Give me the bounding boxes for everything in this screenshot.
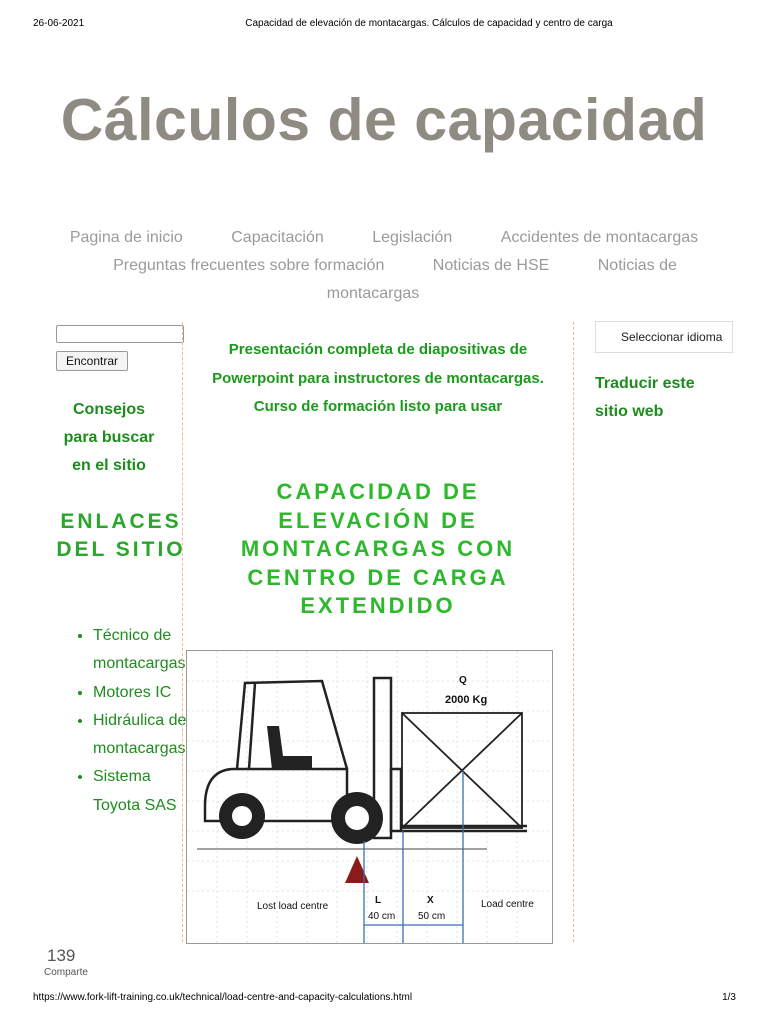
promo-link[interactable]: Presentación completa de diapositivas de Powerpoint para instructores de montacargas. Curso de formación listo para usar xyxy=(212,341,544,415)
print-date: 26-06-2021 xyxy=(33,18,85,29)
nav-accidents[interactable]: Accidentes de montacargas xyxy=(500,229,699,246)
l-label: L xyxy=(375,895,382,906)
print-url: https://www.fork-lift-training.co.uk/technical/load-centre-and-capacity-calculations.html xyxy=(33,992,413,1003)
x-value: 50 cm xyxy=(418,911,446,922)
load-weight: 2000 Kg xyxy=(445,694,488,706)
main-nav xyxy=(40,224,728,308)
l-value: 40 cm xyxy=(368,911,396,922)
site-links-heading: ENLACES DEL SITIO xyxy=(56,510,186,561)
search-tips-link[interactable]: Consejos para buscar en el sitio xyxy=(63,401,155,474)
link-ic-engines[interactable]: • Motores IC xyxy=(93,679,188,707)
search-button[interactable]: Encontrar xyxy=(56,351,128,371)
nav-hse-news[interactable]: Noticias de HSE xyxy=(432,257,550,274)
print-page-title: Capacidad de elevación de montacargas. Cálculos de capacidad y centro de carga xyxy=(245,18,613,29)
nav-faq[interactable]: Preguntas frecuentes sobre formación xyxy=(113,257,385,274)
print-page-number: 1/3 xyxy=(722,992,736,1003)
language-select[interactable]: Seleccionar idioma xyxy=(595,321,733,353)
search-box xyxy=(56,325,186,371)
right-column-divider xyxy=(573,322,574,942)
search-input[interactable] xyxy=(56,325,184,343)
article-title: CAPACIDAD DE ELEVACIÓN DE MONTACARGAS CON CENTRO DE CARGA EXTENDIDO xyxy=(240,479,516,618)
load-label: Q xyxy=(459,675,467,686)
left-column-divider xyxy=(182,322,183,942)
link-toyota-sas[interactable]: • Sistema Toyota SAS xyxy=(93,763,188,820)
nav-legislation[interactable]: Legislación xyxy=(372,229,453,246)
share-count: 139 xyxy=(47,946,76,965)
load-centre-label: Load centre xyxy=(481,899,534,910)
site-title[interactable]: Cálculos de capacidad xyxy=(60,87,708,153)
link-forklift-technical[interactable]: • Técnico de montacargas xyxy=(93,622,188,679)
link-forklift-hydraulics[interactable]: • Hidráulica de montacargas xyxy=(93,707,188,764)
translate-site-link[interactable]: Traducir este sitio web xyxy=(595,375,695,420)
language-selector[interactable] xyxy=(595,321,733,353)
x-label: X xyxy=(427,895,434,906)
nav-forklift-news[interactable]: Noticias de montacargas xyxy=(326,257,677,302)
load-centre-diagram xyxy=(186,650,553,944)
nav-training[interactable]: Capacitación xyxy=(231,229,324,246)
site-links-list xyxy=(70,622,188,820)
load-box xyxy=(402,713,522,828)
nav-home[interactable]: Pagina de inicio xyxy=(69,229,183,246)
lost-load-centre-label: Lost load centre xyxy=(257,901,329,912)
share-button[interactable]: Comparte xyxy=(44,967,88,978)
